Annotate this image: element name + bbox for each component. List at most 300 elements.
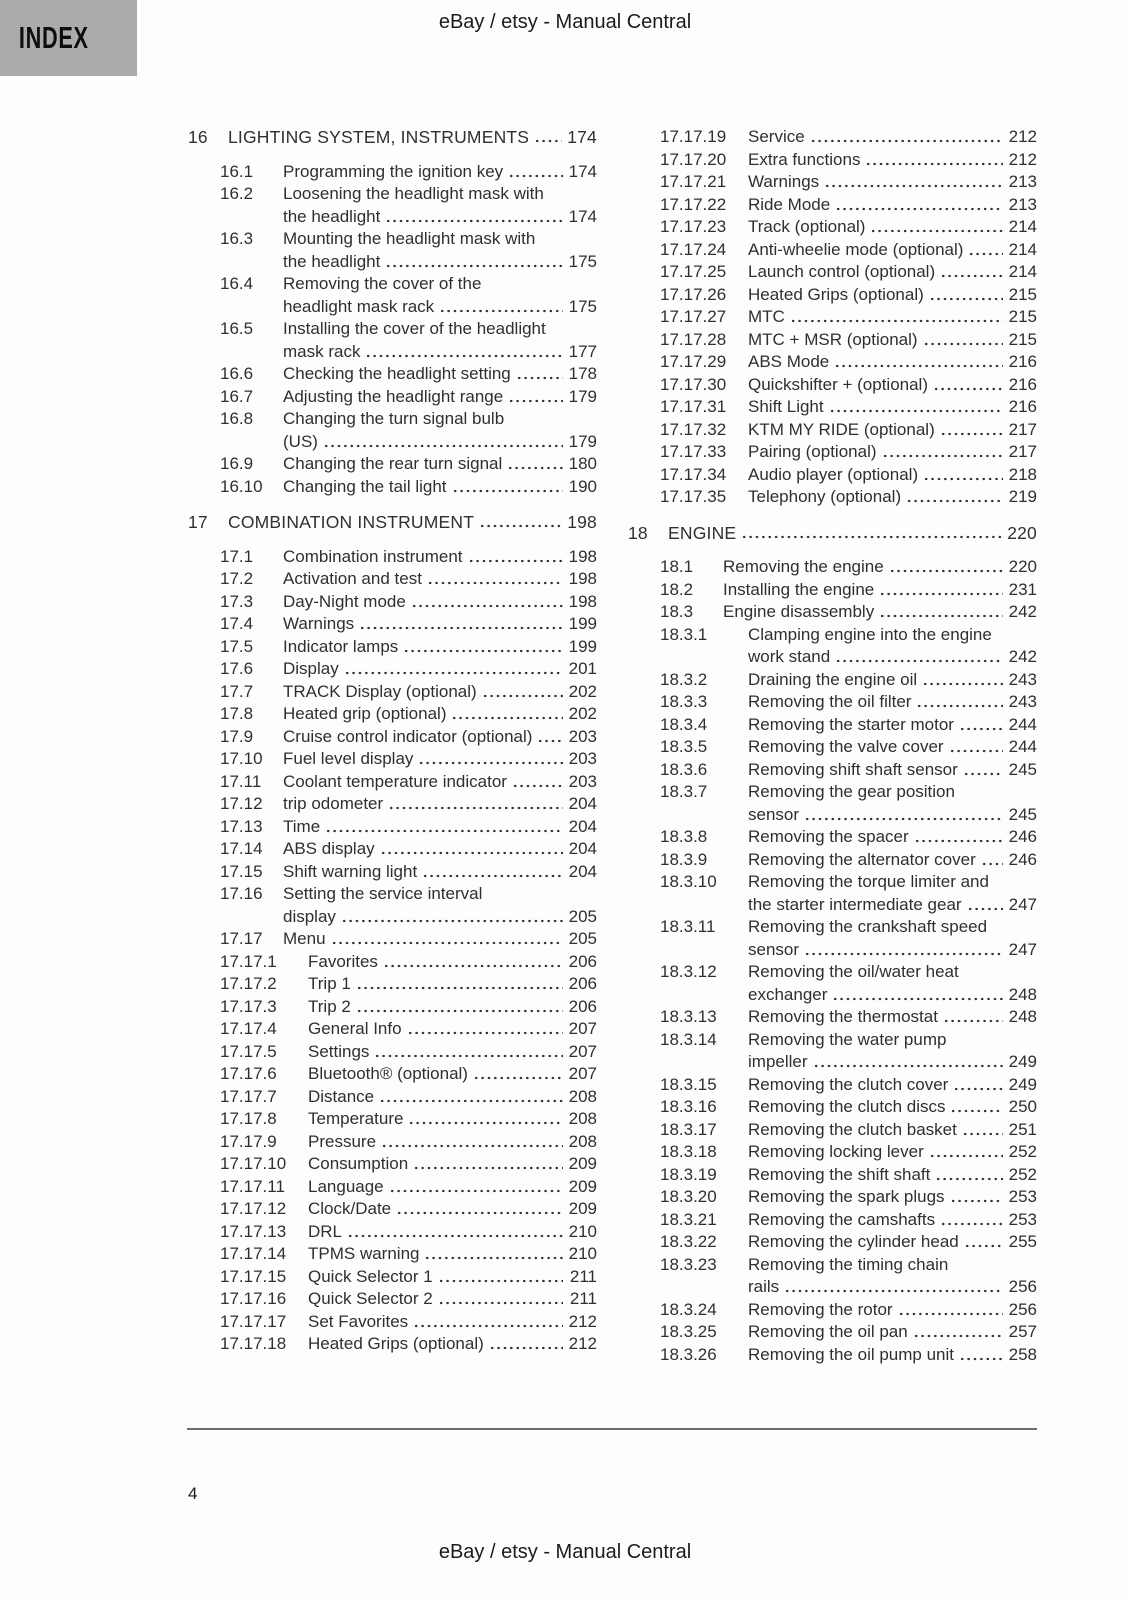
section-page-number: 174 xyxy=(567,127,597,147)
entry-body xyxy=(748,1006,1037,1029)
dot-leader xyxy=(420,861,563,884)
toc-entry xyxy=(628,736,1037,759)
entry-page-number: 207 xyxy=(568,1064,597,1083)
entry-title: the headlight xyxy=(283,251,381,271)
toc-entry xyxy=(188,1108,597,1131)
dot-leader xyxy=(506,161,563,184)
dot-leader xyxy=(411,1153,563,1176)
entry-title: Removing the spacer xyxy=(748,827,909,846)
entry-body xyxy=(283,771,597,794)
toc-entry xyxy=(188,1266,597,1289)
entry-page-number: 246 xyxy=(1008,827,1037,846)
entry-number: 18.3.21 xyxy=(660,1209,717,1229)
entry-title: the starter intermediate gear xyxy=(748,894,962,914)
dot-leader xyxy=(406,1108,563,1131)
entry-body xyxy=(283,228,597,273)
entry-body xyxy=(283,363,597,386)
entry-body xyxy=(748,759,1037,782)
entry-number: 17.17.12 xyxy=(220,1199,287,1218)
entry-page-number: 249 xyxy=(1008,1074,1037,1094)
dot-leader xyxy=(961,759,1003,782)
entry-body xyxy=(283,816,597,839)
entry-page-number: 252 xyxy=(1008,1142,1037,1161)
toc-entry xyxy=(188,861,597,884)
entry-body xyxy=(308,1176,597,1199)
section-page-number: 220 xyxy=(1007,522,1037,543)
entry-page-number: 247 xyxy=(1008,939,1037,959)
toc-group xyxy=(628,126,1037,509)
entry-body xyxy=(283,318,597,363)
dot-leader xyxy=(951,1074,1003,1097)
entry-body xyxy=(283,161,597,184)
entry-body xyxy=(748,1141,1037,1164)
entry-title: exchanger xyxy=(748,984,828,1004)
toc-entry xyxy=(628,126,1037,149)
entry-title-line xyxy=(283,613,597,636)
entry-number: 17.12 xyxy=(220,794,263,813)
entry-body xyxy=(283,613,597,636)
dot-leader xyxy=(912,826,1003,849)
entry-number: 17.17.3 xyxy=(220,996,277,1016)
entry-title: Removing the oil pump unit xyxy=(748,1344,955,1364)
dot-leader xyxy=(938,261,1003,284)
entry-number: 17.17.30 xyxy=(660,374,727,394)
entry-page-number: 215 xyxy=(1008,284,1037,304)
toc-entry xyxy=(628,1321,1037,1344)
entry-title-line xyxy=(748,1231,1037,1254)
toc-entry xyxy=(188,386,597,409)
entry-page-number: 208 xyxy=(568,1109,597,1128)
toc-entry xyxy=(188,1153,597,1176)
entry-page-number: 216 xyxy=(1008,397,1037,416)
entry-body xyxy=(308,1243,597,1266)
entry-body xyxy=(283,703,597,726)
dot-leader xyxy=(921,329,1003,352)
entry-body xyxy=(748,1209,1037,1232)
entry-page-number: 206 xyxy=(568,996,597,1016)
entry-body xyxy=(748,1344,1037,1367)
entry-number: 18.1 xyxy=(660,557,694,576)
entry-title-line xyxy=(748,441,1037,464)
entry-number: 17.3 xyxy=(220,591,254,611)
toc-entry xyxy=(628,284,1037,307)
entry-page-number: 180 xyxy=(568,454,597,473)
toc-entry xyxy=(188,1288,597,1311)
entry-page-number: 179 xyxy=(568,431,597,451)
entry-body xyxy=(308,1108,597,1131)
entry-title-line xyxy=(748,691,1037,714)
entry-body xyxy=(748,351,1037,374)
entry-title: ABS display xyxy=(283,839,375,858)
entry-title-line xyxy=(308,1086,597,1109)
entry-page-number: 218 xyxy=(1008,464,1037,484)
entry-title: TPMS warning xyxy=(308,1244,420,1263)
entry-body xyxy=(748,624,1037,669)
entry-number: 18.3.5 xyxy=(660,737,708,756)
entry-page-number: 175 xyxy=(568,296,597,316)
dot-leader xyxy=(477,511,562,534)
entry-page-number: 213 xyxy=(1008,194,1037,214)
dot-leader xyxy=(411,1311,563,1334)
dot-leader xyxy=(401,636,563,659)
entry-body xyxy=(283,386,597,409)
toc-entry xyxy=(628,419,1037,442)
entry-title: Settings xyxy=(308,1041,370,1061)
entry-number: 16.6 xyxy=(220,364,254,383)
entry-title: Telephony (optional) xyxy=(748,487,902,506)
entry-title-line xyxy=(748,826,1037,849)
entry-title-line xyxy=(748,984,1037,1007)
entry-number: 17.17.34 xyxy=(660,464,727,484)
dot-leader xyxy=(449,703,563,726)
dot-leader xyxy=(979,849,1003,872)
toc-entry xyxy=(188,318,597,363)
entry-title: Removing the oil pan xyxy=(748,1322,908,1341)
entry-title: Heated Grips (optional) xyxy=(748,284,924,304)
entry-title: Removing the clutch discs xyxy=(748,1097,946,1116)
entry-number: 18.3.1 xyxy=(660,624,708,644)
toc-entry xyxy=(628,781,1037,826)
toc-entry xyxy=(628,374,1037,397)
entry-page-number: 203 xyxy=(568,726,597,746)
entry-title-line xyxy=(748,261,1037,284)
entry-title: Removing shift shaft sensor xyxy=(748,759,958,779)
entry-number: 17.6 xyxy=(220,659,254,678)
entry-title-line xyxy=(308,951,597,974)
entry-body xyxy=(748,849,1037,872)
entry-body xyxy=(748,1231,1037,1254)
entry-body xyxy=(308,1221,597,1244)
entry-number: 17.17.8 xyxy=(220,1109,277,1128)
toc-entry xyxy=(628,149,1037,172)
dot-leader xyxy=(927,1141,1003,1164)
entry-number: 18.3.16 xyxy=(660,1097,717,1116)
entry-title: Removing the oil/water heat xyxy=(748,962,959,981)
entry-page-number: 190 xyxy=(568,476,597,496)
toc-entry xyxy=(188,838,597,861)
entry-number: 17.17.7 xyxy=(220,1086,277,1106)
dot-leader xyxy=(323,816,563,839)
toc-entry xyxy=(188,161,597,184)
dot-leader xyxy=(466,546,563,569)
entry-body xyxy=(283,681,597,704)
entry-title-line xyxy=(748,646,1037,669)
entry-page-number: 242 xyxy=(1008,647,1037,666)
entry-body xyxy=(748,1164,1037,1187)
entry-title: Removing the camshafts xyxy=(748,1209,936,1229)
entry-title: Trip 1 xyxy=(308,974,351,993)
entry-page-number: 210 xyxy=(568,1244,597,1263)
toc-entry xyxy=(628,916,1037,961)
entry-number: 18.3 xyxy=(660,602,694,621)
entry-title-line xyxy=(748,284,1037,307)
entry-number: 18.3.24 xyxy=(660,1299,717,1319)
entry-title: Changing the tail light xyxy=(283,476,447,496)
entry-page-number: 178 xyxy=(568,364,597,383)
entry-page-number: 213 xyxy=(1008,172,1037,191)
entry-title-line xyxy=(748,1141,1037,1164)
entry-body xyxy=(748,1254,1037,1299)
entry-number: 18.3.18 xyxy=(660,1142,717,1161)
entry-body xyxy=(748,374,1037,397)
entry-page-number: 219 xyxy=(1008,487,1037,506)
entry-title: Quick Selector 1 xyxy=(308,1266,433,1286)
entry-body xyxy=(748,126,1037,149)
entry-body xyxy=(748,781,1037,826)
entry-page-number: 205 xyxy=(568,906,597,926)
entry-title: Clock/Date xyxy=(308,1199,392,1218)
entry-body xyxy=(748,916,1037,961)
toc-entry xyxy=(188,703,597,726)
entry-title: Removing the spark plugs xyxy=(748,1187,945,1206)
entry-title: (US) xyxy=(283,431,318,451)
toc-entry xyxy=(188,228,597,273)
toc-entry xyxy=(188,726,597,749)
entry-body xyxy=(308,973,597,996)
entry-page-number: 204 xyxy=(568,794,597,813)
dot-leader xyxy=(887,556,1003,579)
dot-leader xyxy=(868,216,1003,239)
toc-entry xyxy=(188,1063,597,1086)
entry-page-number: 202 xyxy=(568,704,597,723)
section-number: 18 xyxy=(628,522,648,543)
entry-title: Language xyxy=(308,1176,384,1196)
toc-column-left xyxy=(188,126,597,1356)
toc-entry xyxy=(628,1096,1037,1119)
entry-title: Shift Light xyxy=(748,397,824,416)
entry-number: 18.3.15 xyxy=(660,1074,717,1094)
toc-entry xyxy=(188,996,597,1019)
entry-body xyxy=(283,591,597,614)
toc-entry xyxy=(188,793,597,816)
entry-body xyxy=(283,928,597,951)
entry-title: sensor xyxy=(748,804,800,824)
dot-leader xyxy=(914,691,1003,714)
toc-entry xyxy=(628,961,1037,1006)
entry-body xyxy=(748,826,1037,849)
entry-number: 16.1 xyxy=(220,161,254,181)
dot-leader xyxy=(965,894,1003,917)
entry-title-line xyxy=(283,161,597,184)
entry-body xyxy=(308,1266,597,1289)
entry-number: 17.1 xyxy=(220,546,254,566)
entry-title-line xyxy=(283,363,597,386)
entry-title-line xyxy=(283,793,597,816)
entry-title-line xyxy=(723,556,1037,579)
toc-entry xyxy=(188,568,597,591)
entry-page-number: 253 xyxy=(1008,1187,1037,1206)
entry-number: 17.17.35 xyxy=(660,487,727,506)
entry-number: 18.3.4 xyxy=(660,714,708,734)
dot-leader xyxy=(877,601,1003,624)
entry-number: 17.11 xyxy=(220,771,262,791)
toc-entry xyxy=(188,636,597,659)
dot-leader xyxy=(505,453,563,476)
entry-title-line xyxy=(283,748,597,771)
entry-number: 17.17.25 xyxy=(660,262,727,281)
entry-title-line xyxy=(748,194,1037,217)
entry-title-line xyxy=(308,1288,597,1311)
toc-entry xyxy=(628,1006,1037,1029)
entry-page-number: 248 xyxy=(1008,1007,1037,1026)
entry-title-line xyxy=(748,306,1037,329)
entry-title-line xyxy=(283,658,597,681)
entry-title: ABS Mode xyxy=(748,352,830,371)
entry-body xyxy=(748,284,1037,307)
entry-page-number: 247 xyxy=(1008,894,1037,914)
dot-leader xyxy=(436,1288,563,1311)
entry-body xyxy=(748,419,1037,442)
toc-entry xyxy=(628,1141,1037,1164)
entry-title: Bluetooth® (optional) xyxy=(308,1064,468,1083)
section-page-number: 198 xyxy=(567,512,597,532)
entry-title: Removing the cylinder head xyxy=(748,1232,959,1251)
entry-title: Favorites xyxy=(308,951,378,971)
dot-leader xyxy=(957,1344,1003,1367)
entry-body xyxy=(748,736,1037,759)
entry-title-line xyxy=(748,396,1037,419)
entry-body xyxy=(748,329,1037,352)
entry-number: 17.17.11 xyxy=(220,1176,285,1196)
entry-number: 18.3.11 xyxy=(660,917,716,936)
entry-body xyxy=(748,871,1037,916)
entry-page-number: 204 xyxy=(568,839,597,858)
toc-entry xyxy=(188,613,597,636)
entry-title: mask rack xyxy=(283,341,361,361)
entry-body xyxy=(283,273,597,318)
dot-leader xyxy=(378,838,563,861)
entry-title-line xyxy=(748,736,1037,759)
entry-title: Removing the rotor xyxy=(748,1299,893,1319)
entry-body xyxy=(748,464,1037,487)
entry-title: DRL xyxy=(308,1221,343,1241)
entry-number: 16.7 xyxy=(220,386,254,406)
dot-leader xyxy=(487,1333,563,1356)
entry-title-line xyxy=(283,296,597,319)
entry-title-line xyxy=(748,1164,1037,1187)
entry-number: 18.3.26 xyxy=(660,1344,717,1364)
entry-title: Removing the engine xyxy=(723,557,884,576)
dot-leader xyxy=(372,1041,563,1064)
entry-title: Day-Night mode xyxy=(283,591,406,611)
entry-title: Programming the ignition key xyxy=(283,161,504,181)
entry-title: Quickshifter + (optional) xyxy=(748,374,928,394)
entry-title-line xyxy=(748,351,1037,374)
dot-leader xyxy=(383,206,563,229)
dot-leader xyxy=(377,1086,563,1109)
dot-leader xyxy=(394,1198,563,1221)
toc-entry xyxy=(188,1221,597,1244)
dot-leader xyxy=(354,996,563,1019)
toc-entry xyxy=(188,1243,597,1266)
dot-leader xyxy=(425,568,563,591)
toc-entry xyxy=(188,973,597,996)
entry-title-line xyxy=(308,1108,597,1131)
entry-title-line xyxy=(748,126,1037,149)
entry-page-number: 209 xyxy=(568,1176,597,1196)
dot-leader xyxy=(514,363,563,386)
entry-number: 17.17.21 xyxy=(660,172,727,191)
entry-number: 18.3.17 xyxy=(660,1119,717,1139)
entry-page-number: 199 xyxy=(568,636,597,656)
entry-title-line xyxy=(748,419,1037,442)
entry-title: Removing the clutch basket xyxy=(748,1119,957,1139)
entry-title: Activation and test xyxy=(283,569,422,588)
entry-page-number: 255 xyxy=(1008,1232,1037,1251)
entry-number: 17.17.1 xyxy=(220,951,277,971)
entry-page-number: 204 xyxy=(568,816,597,836)
entry-title: Removing locking lever xyxy=(748,1142,924,1161)
entry-number: 17.17.10 xyxy=(220,1154,287,1173)
entry-title-line xyxy=(283,636,597,659)
entry-body xyxy=(748,691,1037,714)
entry-title-line xyxy=(748,714,1037,737)
toc-entry xyxy=(628,579,1037,602)
toc-entry xyxy=(188,591,597,614)
toc-entry xyxy=(628,669,1037,692)
entry-body xyxy=(283,793,597,816)
toc-entry xyxy=(188,363,597,386)
toc-entry xyxy=(188,476,597,499)
entry-body xyxy=(283,568,597,591)
entry-title-line xyxy=(283,476,597,499)
entry-body xyxy=(308,1018,597,1041)
section-title: ENGINE xyxy=(668,522,737,543)
entry-page-number: 242 xyxy=(1008,602,1037,621)
entry-number: 17.17.13 xyxy=(220,1221,287,1241)
entry-title-line xyxy=(308,996,597,1019)
entry-body xyxy=(723,579,1037,602)
entry-page-number: 206 xyxy=(568,974,597,993)
entry-title-line xyxy=(308,1198,597,1221)
dot-leader xyxy=(880,441,1003,464)
entry-body xyxy=(748,714,1037,737)
entry-page-number: 246 xyxy=(1008,849,1037,869)
toc-entry xyxy=(188,1311,597,1334)
entry-page-number: 243 xyxy=(1008,692,1037,711)
entry-title-line xyxy=(283,341,597,364)
toc-entry xyxy=(628,556,1037,579)
entry-page-number: 209 xyxy=(568,1154,597,1173)
entry-number: 17.17 xyxy=(220,929,263,948)
entry-page-number: 174 xyxy=(568,161,597,181)
entry-number: 18.3.8 xyxy=(660,827,708,846)
entry-page-number: 208 xyxy=(568,1131,597,1151)
dot-leader xyxy=(822,171,1003,194)
entry-body xyxy=(748,216,1037,239)
entry-title: Pressure xyxy=(308,1131,377,1151)
toc-entry xyxy=(188,748,597,771)
entry-title: Quick Selector 2 xyxy=(308,1289,433,1308)
entry-number: 17.4 xyxy=(220,614,254,633)
entry-page-number: 215 xyxy=(1008,329,1037,349)
entry-title-line xyxy=(283,431,597,454)
entry-title: Menu xyxy=(283,929,326,948)
dot-leader xyxy=(405,1018,563,1041)
entry-page-number: 220 xyxy=(1008,557,1037,576)
entry-title: Loosening the headlight mask with xyxy=(283,184,544,203)
toc-entry xyxy=(628,1344,1037,1367)
toc-entry xyxy=(628,194,1037,217)
entry-number: 17.17.18 xyxy=(220,1334,287,1353)
entry-title: Removing the starter motor xyxy=(748,714,954,734)
toc-entry xyxy=(628,714,1037,737)
entry-page-number: 211 xyxy=(569,1289,597,1308)
entry-title: Anti-wheelie mode (optional) xyxy=(748,239,964,259)
entry-number: 17.17.27 xyxy=(660,307,727,326)
toc-entry xyxy=(628,624,1037,669)
entry-number: 17.17.15 xyxy=(220,1266,287,1286)
